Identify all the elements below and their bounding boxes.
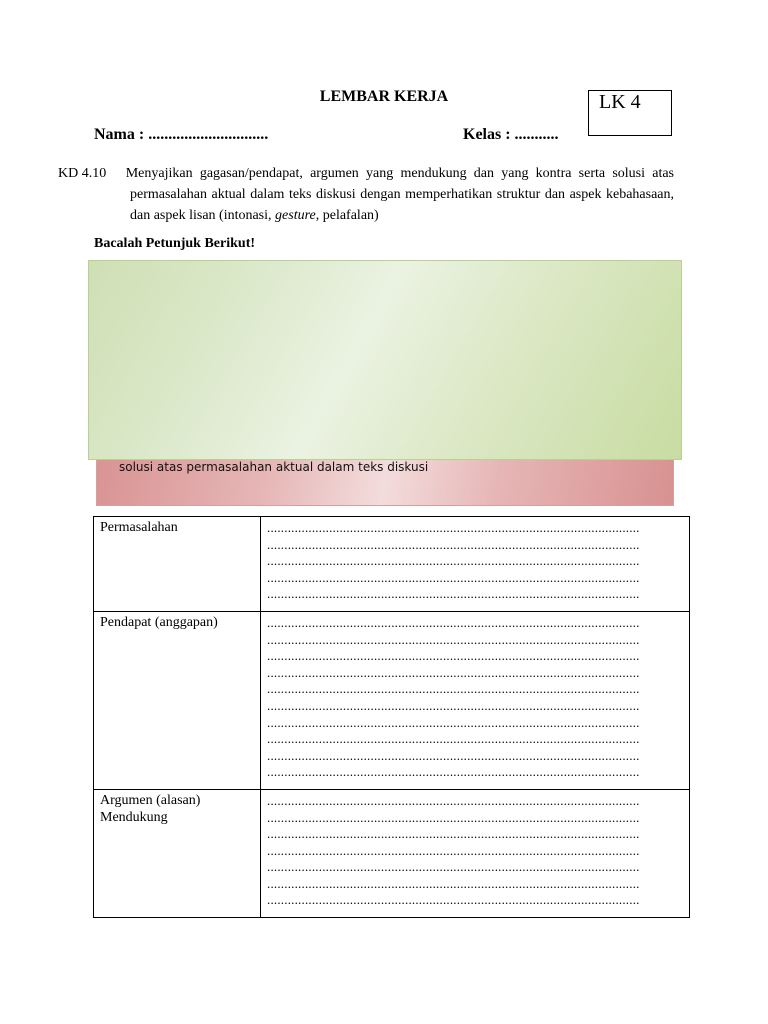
table-row: [94, 517, 690, 612]
dotted-answer-line[interactable]: ............................................................................................................: [267, 809, 640, 825]
dotted-answer-line[interactable]: ............................................................................................................: [267, 875, 640, 891]
dotted-answer-line[interactable]: ............................................................................................................: [267, 553, 640, 569]
dotted-answer-line[interactable]: ............................................................................................................: [267, 892, 640, 908]
dotted-answer-line[interactable]: ............................................................................................................: [267, 614, 640, 630]
row-label: Permasalahan: [94, 517, 261, 612]
answer-lines[interactable]: [261, 517, 690, 612]
lk-number-label: LK 4: [599, 91, 641, 113]
row-label: Argumen (alasan) Mendukung: [94, 789, 261, 917]
answer-lines[interactable]: [261, 789, 690, 917]
page-title: LEMBAR KERJA: [319, 88, 449, 105]
dotted-answer-line[interactable]: ............................................................................................................: [267, 731, 640, 747]
dotted-answer-line[interactable]: ............................................................................................................: [267, 842, 640, 858]
competency-code: KD 4.10: [58, 166, 107, 181]
instruction-heading: Bacalah Petunjuk Berikut!: [94, 236, 256, 251]
dotted-answer-line[interactable]: ............................................................................................................: [267, 792, 640, 808]
dotted-answer-line[interactable]: ............................................................................................................: [267, 520, 640, 535]
dotted-answer-line[interactable]: ............................................................................................................: [267, 586, 640, 602]
class-field: Kelas : ...........: [463, 126, 559, 143]
green-instruction-box: [88, 260, 682, 460]
competency-text-end: , pelafalan): [315, 208, 379, 223]
dotted-answer-line[interactable]: ............................................................................................................: [267, 536, 640, 552]
table-row: [94, 789, 690, 917]
answer-lines[interactable]: [261, 611, 690, 789]
name-field: Nama : ..............................: [94, 126, 269, 143]
table-row: [94, 611, 690, 789]
dotted-answer-line[interactable]: ............................................................................................................: [267, 747, 640, 763]
dotted-answer-line[interactable]: ............................................................................................................: [267, 631, 640, 647]
dotted-answer-line[interactable]: ............................................................................................................: [267, 569, 640, 585]
dotted-answer-line[interactable]: ............................................................................................................: [267, 764, 640, 780]
dotted-answer-line[interactable]: ............................................................................................................: [267, 714, 640, 730]
competency-italic-term: gesture: [275, 208, 316, 223]
dotted-answer-line[interactable]: ............................................................................................................: [267, 826, 640, 842]
lk-number-box: [588, 90, 672, 136]
dotted-answer-line[interactable]: ............................................................................................................: [267, 681, 640, 697]
dotted-answer-line[interactable]: ............................................................................................................: [267, 664, 640, 680]
dotted-answer-line[interactable]: ............................................................................................................: [267, 859, 640, 875]
dotted-answer-line[interactable]: ............................................................................................................: [267, 648, 640, 664]
competency-statement: [58, 163, 674, 226]
competency-text: Menyajikan gagasan/pendapat, argumen yang mendukung dan yang kontra serta solusi atas permasalahan aktual dalam teks diskusi dengan memperhatikan struktur dan aspek kebahasaan, dan aspek lisan (intonasi,: [125, 166, 674, 223]
dotted-answer-line[interactable]: ............................................................................................................: [267, 697, 640, 713]
worksheet-table: [93, 516, 690, 918]
row-label: Pendapat (anggapan): [94, 611, 261, 789]
pink-box-text: solusi atas permasalahan aktual dalam teks diskusi: [119, 460, 429, 474]
